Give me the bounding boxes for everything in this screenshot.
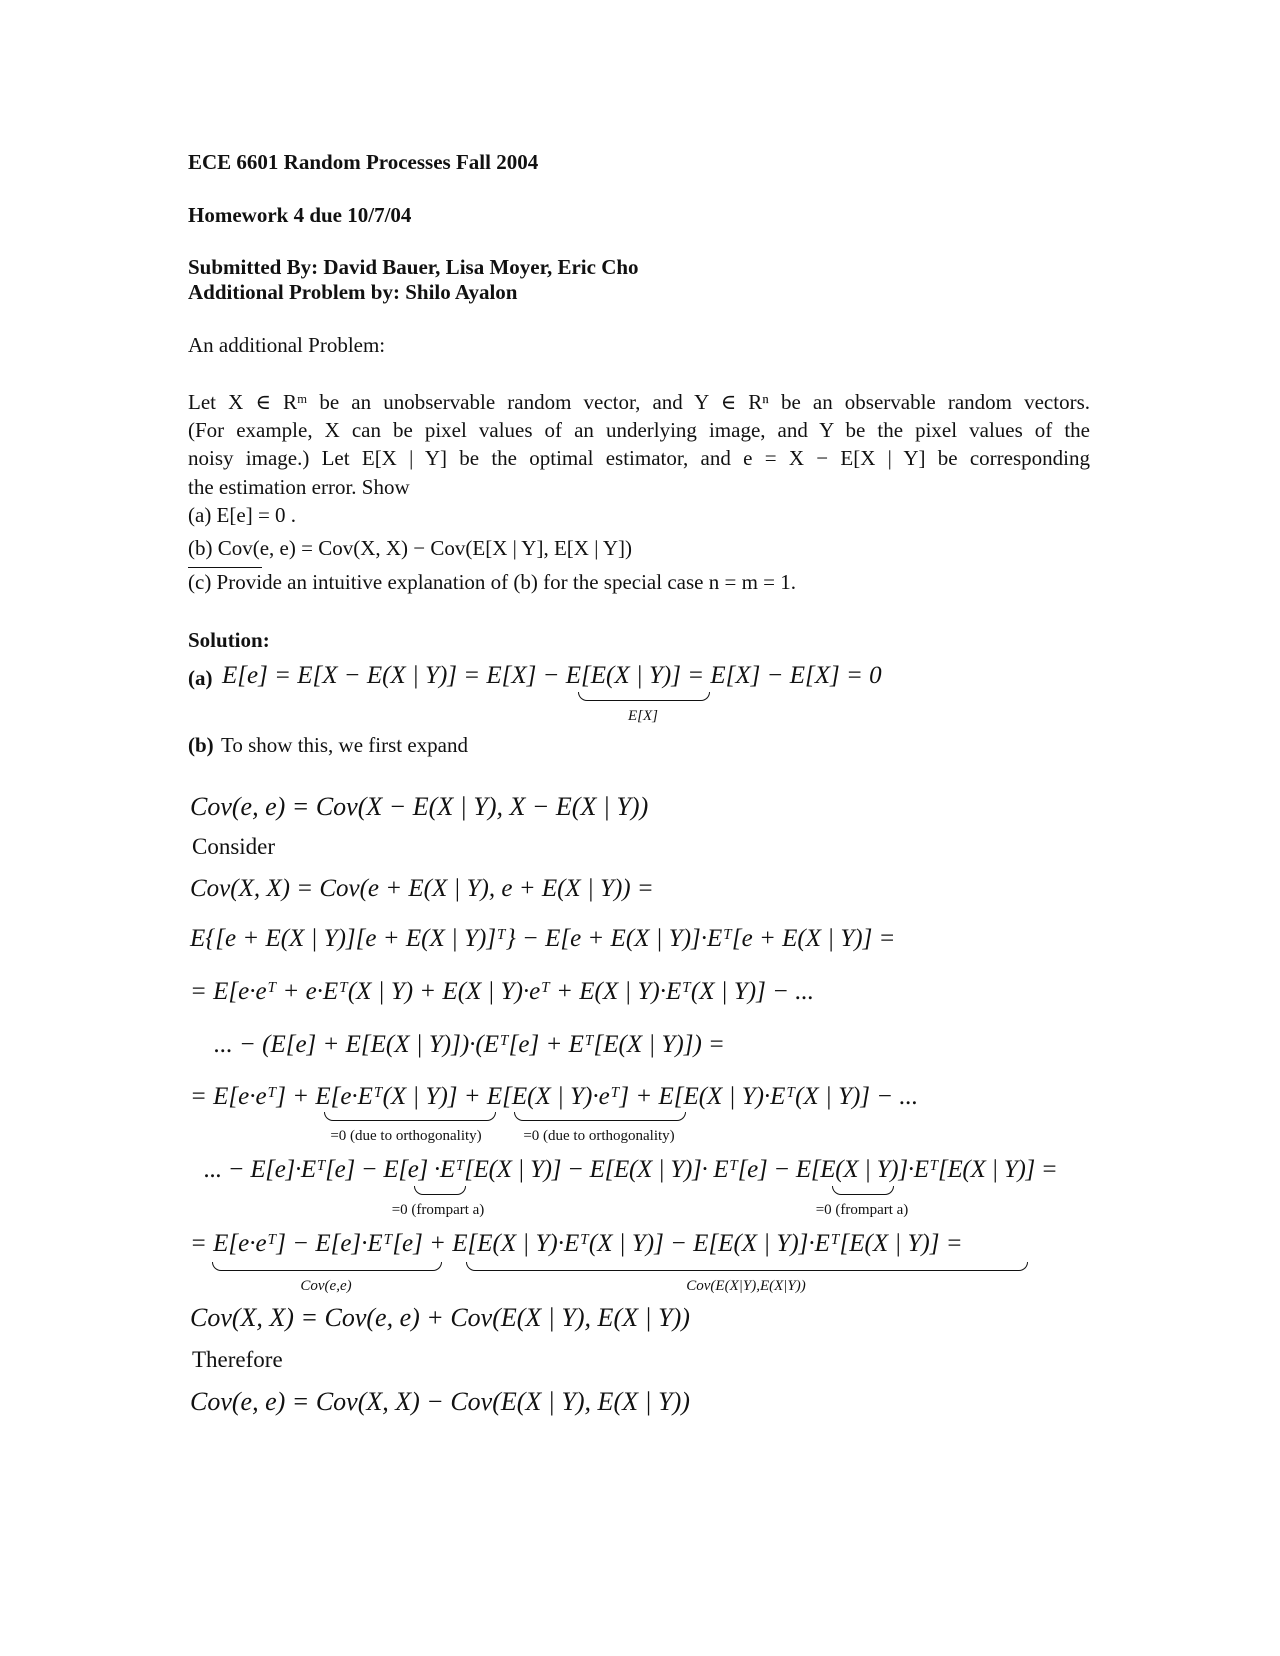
underbrace-note: =0 (frompart a)	[391, 1202, 485, 1218]
homework-title: Homework 4 due 10/7/04	[188, 203, 412, 227]
underbrace-note: E[X]	[628, 708, 658, 724]
problem-part-a: (a) E[e] = 0 .	[188, 503, 297, 527]
underbrace	[414, 1186, 466, 1195]
solution-b-label: (b)	[188, 733, 214, 757]
underbrace	[578, 692, 710, 701]
underbrace-note: =0 (due to orthogonality)	[523, 1128, 675, 1144]
problem-part-c: (c) Provide an intuitive explanation of (b) for the special case n = m = 1.	[188, 570, 796, 594]
underbrace-note: Cov(e,e)	[300, 1278, 352, 1294]
underbrace	[212, 1262, 442, 1271]
problem-part-b: (b) Cov(e, e) = Cov(X, X) − Cov(E[X | Y], E[X | Y])	[188, 536, 633, 560]
underbrace	[324, 1112, 496, 1121]
consider-label: Consider	[192, 834, 276, 859]
equation-4: = E[e·eᵀ + e·Eᵀ(X | Y) + E(X | Y)·eᵀ + E(X | Y)·Eᵀ(X | Y)] − ...	[190, 978, 814, 1005]
underbrace	[466, 1262, 1028, 1271]
problem-line-4: the estimation error. Show	[188, 475, 410, 499]
solution-a-equation: E[e] = E[X − E(X | Y)] = E[X] − E[E(X | Y)] = E[X] − E[X] = 0	[222, 662, 882, 689]
solution-b-text: To show this, we first expand	[221, 733, 468, 757]
equation-1: Cov(e, e) = Cov(X − E(X | Y), X − E(X | Y))	[190, 792, 649, 821]
part-b-underline	[188, 567, 262, 568]
equation-10: Cov(e, e) = Cov(X, X) − Cov(E(X | Y), E(X | Y))	[190, 1387, 690, 1416]
solution-a-label: (a)	[188, 666, 213, 690]
underbrace	[514, 1112, 686, 1121]
course-title: ECE 6601 Random Processes Fall 2004	[188, 150, 539, 174]
equation-9: Cov(X, X) = Cov(e, e) + Cov(E(X | Y), E(X | Y))	[190, 1303, 690, 1332]
submitted-by: Submitted By: David Bauer, Lisa Moyer, Eric Cho	[188, 255, 639, 279]
underbrace-note: Cov(E(X|Y),E(X|Y))	[686, 1278, 806, 1294]
equation-6: = E[e·eᵀ] + E[e·Eᵀ(X | Y)] + E[E(X | Y)·eᵀ] + E[E(X | Y)·Eᵀ(X | Y)] − ...	[190, 1083, 919, 1110]
equation-5: ... − (E[e] + E[E(X | Y)])·(Eᵀ[e] + Eᵀ[E(X | Y)]) =	[214, 1031, 725, 1058]
equation-3: E{[e + E(X | Y)][e + E(X | Y)]ᵀ} − E[e + E(X | Y)]·Eᵀ[e + E(X | Y)] =	[190, 925, 896, 952]
equation-2: Cov(X, X) = Cov(e + E(X | Y), e + E(X | Y)) =	[190, 875, 654, 902]
therefore-label: Therefore	[192, 1347, 283, 1372]
underbrace	[832, 1186, 894, 1195]
problem-heading: An additional Problem:	[188, 333, 386, 357]
solution-heading: Solution:	[188, 628, 270, 652]
problem-line-2: (For example, X can be pixel values of an underlying image, and Y be the pixel values of the	[188, 418, 1090, 442]
additional-problem-by: Additional Problem by: Shilo Ayalon	[188, 280, 518, 304]
problem-line-1: Let X ∈ Rᵐ be an unobservable random vector, and Y ∈ Rⁿ be an observable random vectors.	[188, 390, 1090, 414]
equation-8: = E[e·eᵀ] − E[e]·Eᵀ[e] + E[E(X | Y)·Eᵀ(X | Y)] − E[E(X | Y)]·Eᵀ[E(X | Y)] =	[190, 1230, 963, 1257]
underbrace-note: =0 (frompart a)	[815, 1202, 909, 1218]
equation-7: ... − E[e]·Eᵀ[e] − E[e] ·Eᵀ[E(X | Y)] − E[E(X | Y)]· Eᵀ[e] − E[E(X | Y)]·Eᵀ[E(X | Y)] =	[204, 1156, 1058, 1183]
problem-line-3: noisy image.) Let E[X | Y] be the optimal estimator, and e = X − E[X | Y] be corresponding	[188, 446, 1090, 470]
underbrace-note: =0 (due to orthogonality)	[330, 1128, 482, 1144]
